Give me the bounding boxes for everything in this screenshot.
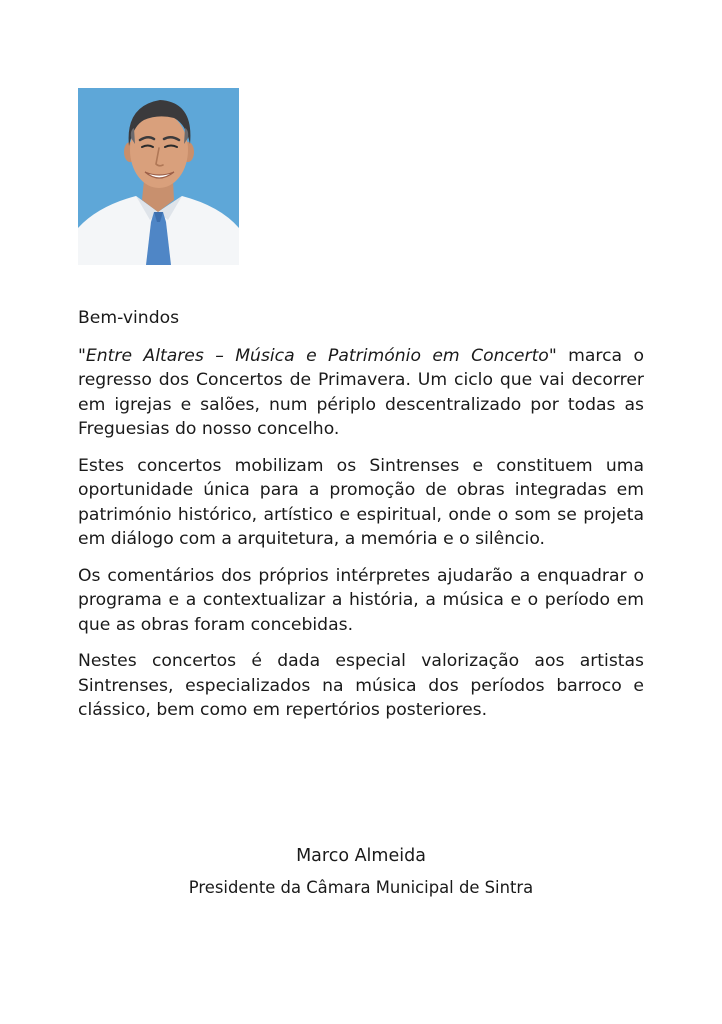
paragraph-intro bbox=[78, 344, 644, 442]
greeting: Bem-vindos bbox=[78, 308, 180, 328]
paragraph-commentary: Os comentários dos próprios intérpretes ajudarão a enquadrar o programa e a contextualizar a história, a música e o período em que as obras foram concebidas. bbox=[78, 565, 644, 635]
paragraph-mobilization: Estes concertos mobilizam os Sintrenses e constituem uma oportunidade única para a promoção de obras integradas em património histórico, artístico e espiritual, onde o som se projeta em diálogo com a arquitetura, a memória e o silêncio. bbox=[78, 455, 644, 549]
portrait-photo bbox=[78, 88, 239, 265]
paragraph-artists: Nestes concertos é dada especial valorização aos artistas Sintrenses, especializados na música dos períodos barroco e clássico, bem como em repertórios posteriores. bbox=[78, 651, 644, 720]
concert-series-title: "Entre Altares – Música e Património em Concerto" bbox=[78, 345, 557, 366]
paragraph-intro-text: marca o regresso dos Concertos de Primavera. Um ciclo que vai decorrer em igrejas e salões, num périplo descentralizado por todas as Freguesias do nosso concelho. bbox=[78, 345, 644, 439]
letter-body bbox=[78, 306, 644, 735]
signature-role: Presidente da Câmara Municipal de Sintra bbox=[188, 878, 534, 897]
signature-name: Marco Almeida bbox=[296, 846, 426, 866]
